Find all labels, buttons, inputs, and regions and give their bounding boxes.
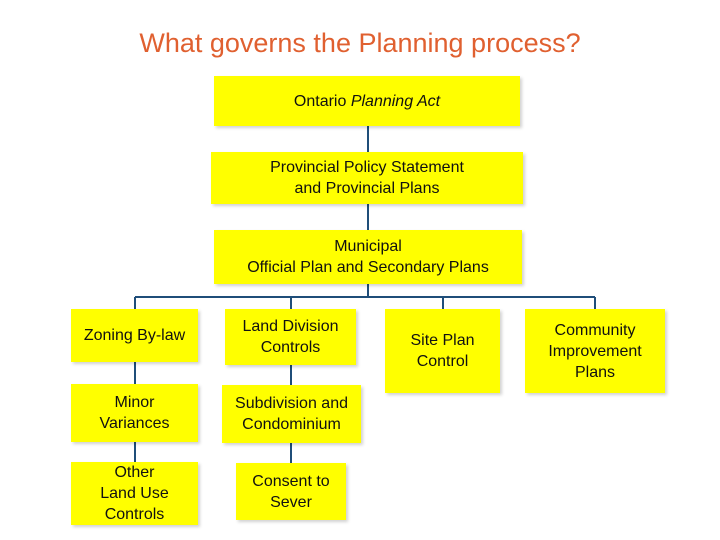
node-other-land-use: Other Land Use Controls xyxy=(71,462,198,525)
node-municipal: Municipal Official Plan and Secondary Plans xyxy=(214,230,522,284)
node-community-improvement: Community Improvement Plans xyxy=(525,309,665,393)
node-site-plan-control: Site Plan Control xyxy=(385,309,500,393)
node-planning-act-prefix: Ontario xyxy=(293,92,351,110)
node-zoning-bylaw: Zoning By-law xyxy=(71,309,198,362)
node-planning-act xyxy=(214,76,520,126)
page-title: What governs the Planning process? xyxy=(139,28,581,58)
node-provincial-policy: Provincial Policy Statement and Provincial Plans xyxy=(211,152,523,204)
node-minor-variances: Minor Variances xyxy=(71,384,198,442)
node-consent-to-sever: Consent to Sever xyxy=(236,463,346,520)
node-planning-act-italic: Planning Act xyxy=(350,92,441,110)
node-land-division: Land Division Controls xyxy=(225,309,356,365)
node-subdivision: Subdivision and Condominium xyxy=(222,385,361,443)
